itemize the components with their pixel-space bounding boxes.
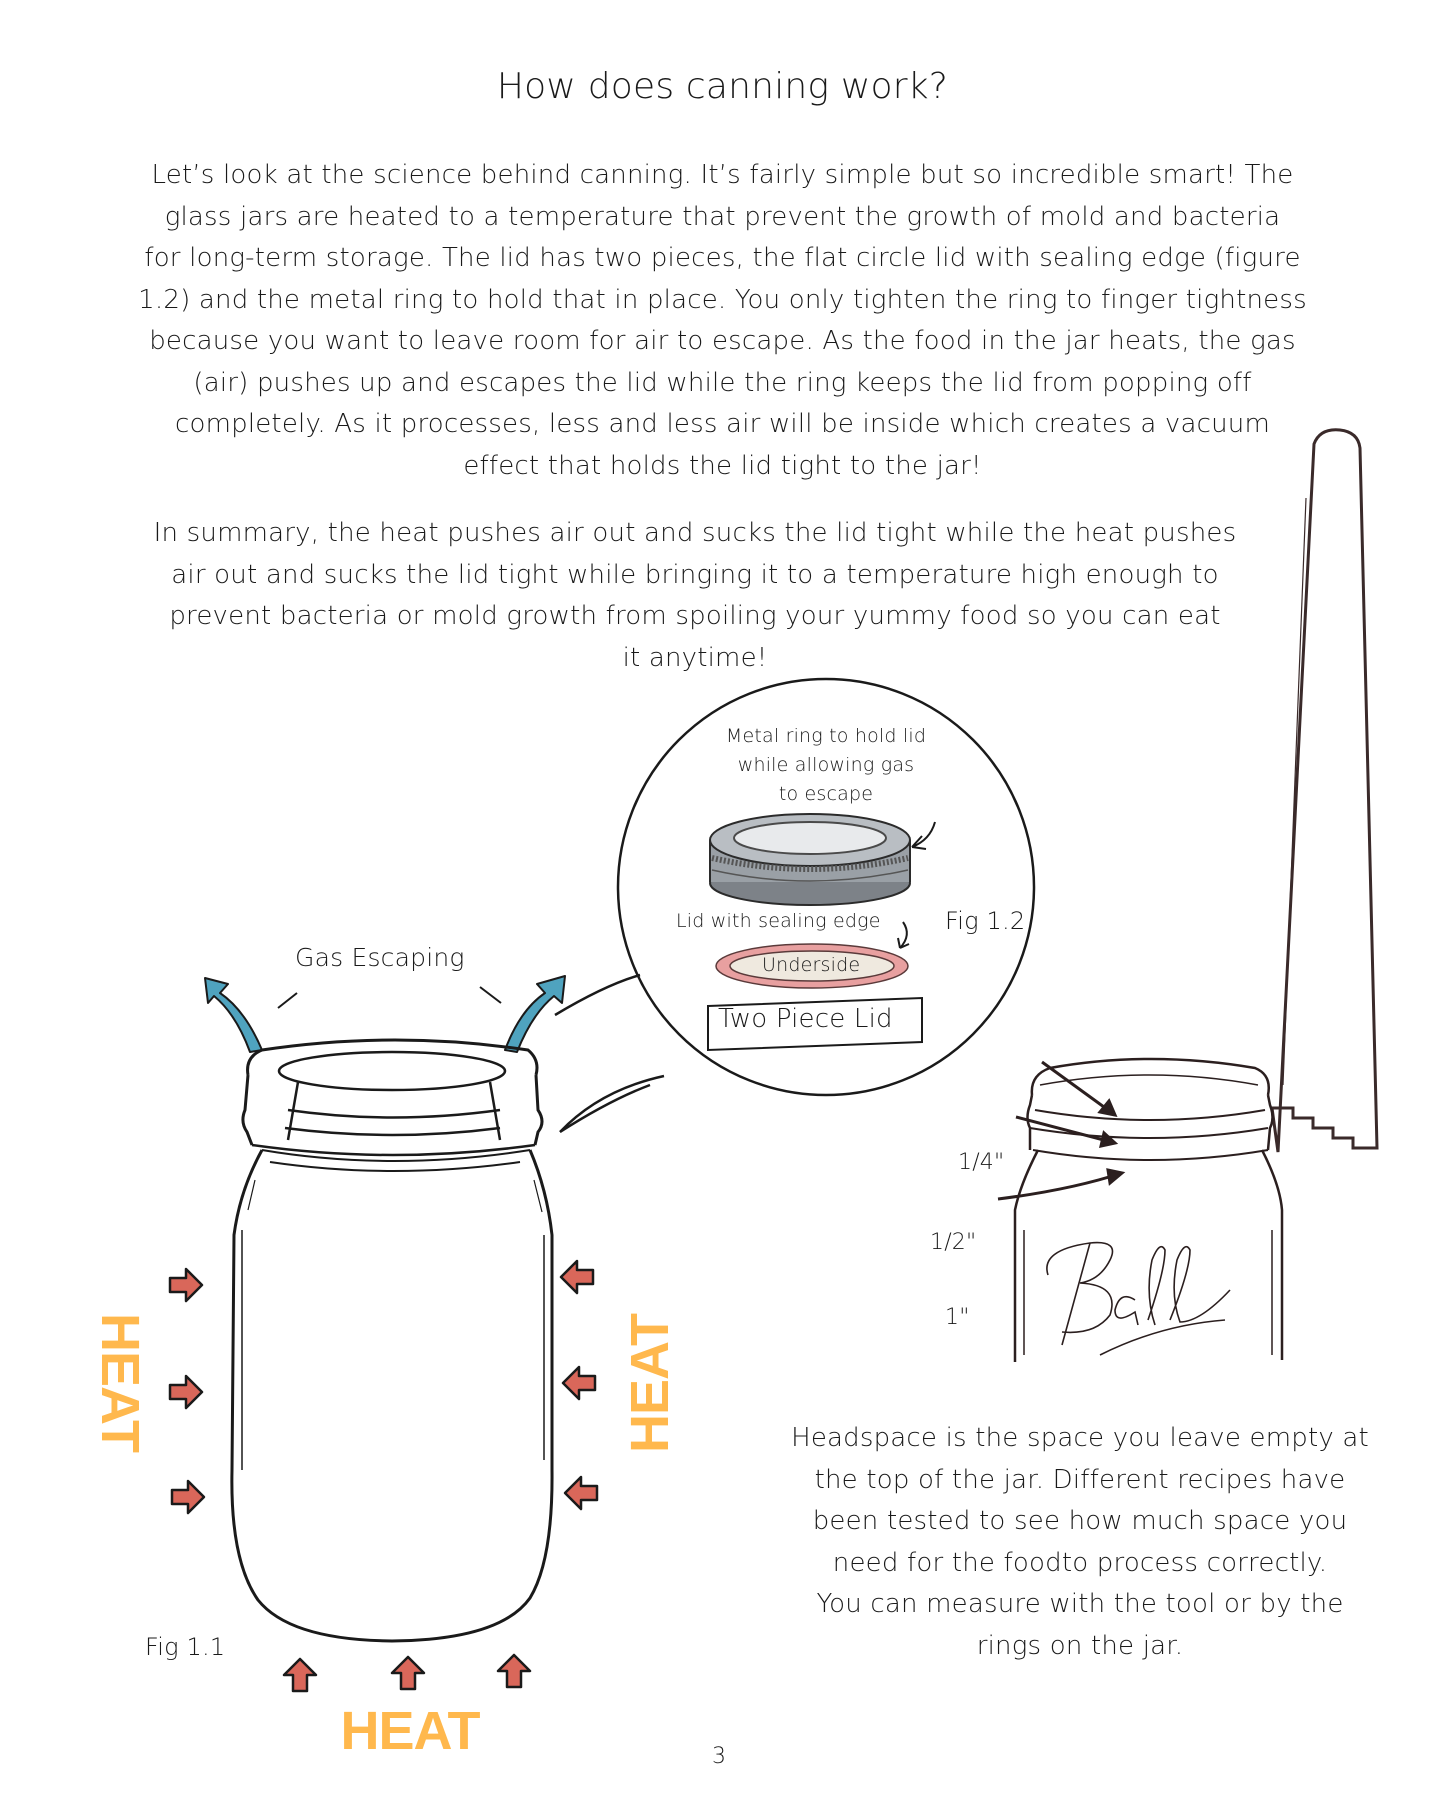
heat-label-bottom: HEAT xyxy=(340,1701,480,1761)
ring-pointer-arrow xyxy=(912,822,935,849)
fig-1-2-label: Fig 1.2 xyxy=(945,907,1026,935)
intro-line: effect that holds the lid tight to the jar! xyxy=(463,450,982,481)
summary-line: In summary, the heat pushes air out and sucks the lid tight while the heat pushes xyxy=(153,518,1237,548)
summary-line: it anytime! xyxy=(622,642,768,673)
measurement-one-inch: 1" xyxy=(945,1305,970,1330)
lid-pointer-arrow xyxy=(898,922,909,948)
fig-1-1-label: Fig 1.1 xyxy=(145,1633,226,1661)
measurement-half-inch: 1/2" xyxy=(930,1230,977,1255)
intro-line: (air) pushes up and escapes the lid while the ring keeps the lid from popping off xyxy=(193,367,1252,398)
heat-arrow-icon xyxy=(172,1481,204,1513)
underside-label: Underside xyxy=(762,954,861,976)
intro-line: glass jars are heated to a temperature that prevent the growth of mold and bacteria xyxy=(164,201,1281,232)
ring-caption-line: to escape xyxy=(778,783,874,805)
heat-arrows-right xyxy=(561,1261,597,1509)
intro-line: 1.2) and the metal ring to hold that in place. You only tighten the ring to finger tightness xyxy=(138,284,1307,315)
headspace-line: Headspace is the space you leave empty at xyxy=(791,1423,1369,1453)
ring-caption xyxy=(706,722,946,809)
intro-line: for long-term storage. The lid has two pieces, the flat circle lid with sealing edge (figure xyxy=(144,243,1301,273)
heat-label-right: HEAT xyxy=(620,1314,680,1453)
page-number: 3 xyxy=(712,1744,727,1769)
headspace-line: been tested to see how much space you xyxy=(812,1506,1348,1536)
heat-arrow-icon xyxy=(170,1376,202,1408)
heat-arrows-bottom xyxy=(284,1655,530,1691)
callout-connector xyxy=(560,1085,650,1132)
summary-line: air out and sucks the lid tight while bringing it to a temperature high enough to xyxy=(171,559,1219,590)
ball-logo xyxy=(1047,1243,1230,1355)
intro-line: because you want to leave room for air to escape. As the food in the jar heats, the gas xyxy=(149,326,1296,356)
intro-line: Let’s look at the science behind canning. It’s fairly simple but so incredible smart! The xyxy=(151,160,1294,190)
page-title: How does canning work? xyxy=(496,66,949,107)
headspace-line: the top of the jar. Different recipes have xyxy=(814,1464,1346,1495)
measurement-arrows xyxy=(998,1062,1122,1199)
headspace-line: You can measure with the tool or by the xyxy=(816,1589,1344,1619)
headspace-paragraph xyxy=(765,1418,1395,1667)
intro-line: completely. As it processes, less and less air will be inside which creates a vacuum xyxy=(174,409,1271,439)
metal-ring-illustration xyxy=(710,814,910,905)
mason-jar-left xyxy=(232,1040,552,1641)
heat-arrow-icon xyxy=(170,1269,202,1301)
heat-arrow-icon xyxy=(563,1367,595,1399)
heat-label-left: HEAT xyxy=(90,1313,150,1452)
headspace-line: rings on the jar. xyxy=(976,1630,1184,1661)
heat-arrow-icon xyxy=(392,1657,424,1689)
heat-arrow-icon xyxy=(561,1261,593,1293)
measurement-quarter-inch: 1/4" xyxy=(958,1150,1005,1175)
heat-arrow-icon xyxy=(284,1659,316,1691)
two-piece-lid-label: Two Piece Lid xyxy=(718,1004,893,1034)
heat-arrow-icon xyxy=(565,1477,597,1509)
summary-line: prevent bacteria or mold growth from spoiling your yummy food so you can eat xyxy=(169,601,1221,631)
lid-caption: Lid with sealing edge xyxy=(676,910,881,932)
heat-arrow-icon xyxy=(498,1655,530,1687)
ring-caption-line: while allowing gas xyxy=(737,754,915,776)
headspace-line: need for the foodto process correctly. xyxy=(832,1547,1328,1578)
ring-caption-line: Metal ring to hold lid xyxy=(725,725,927,747)
heat-arrows-left xyxy=(170,1269,204,1513)
headspace-tool xyxy=(1272,430,1377,1152)
gas-escaping-label: Gas Escaping xyxy=(295,943,465,972)
